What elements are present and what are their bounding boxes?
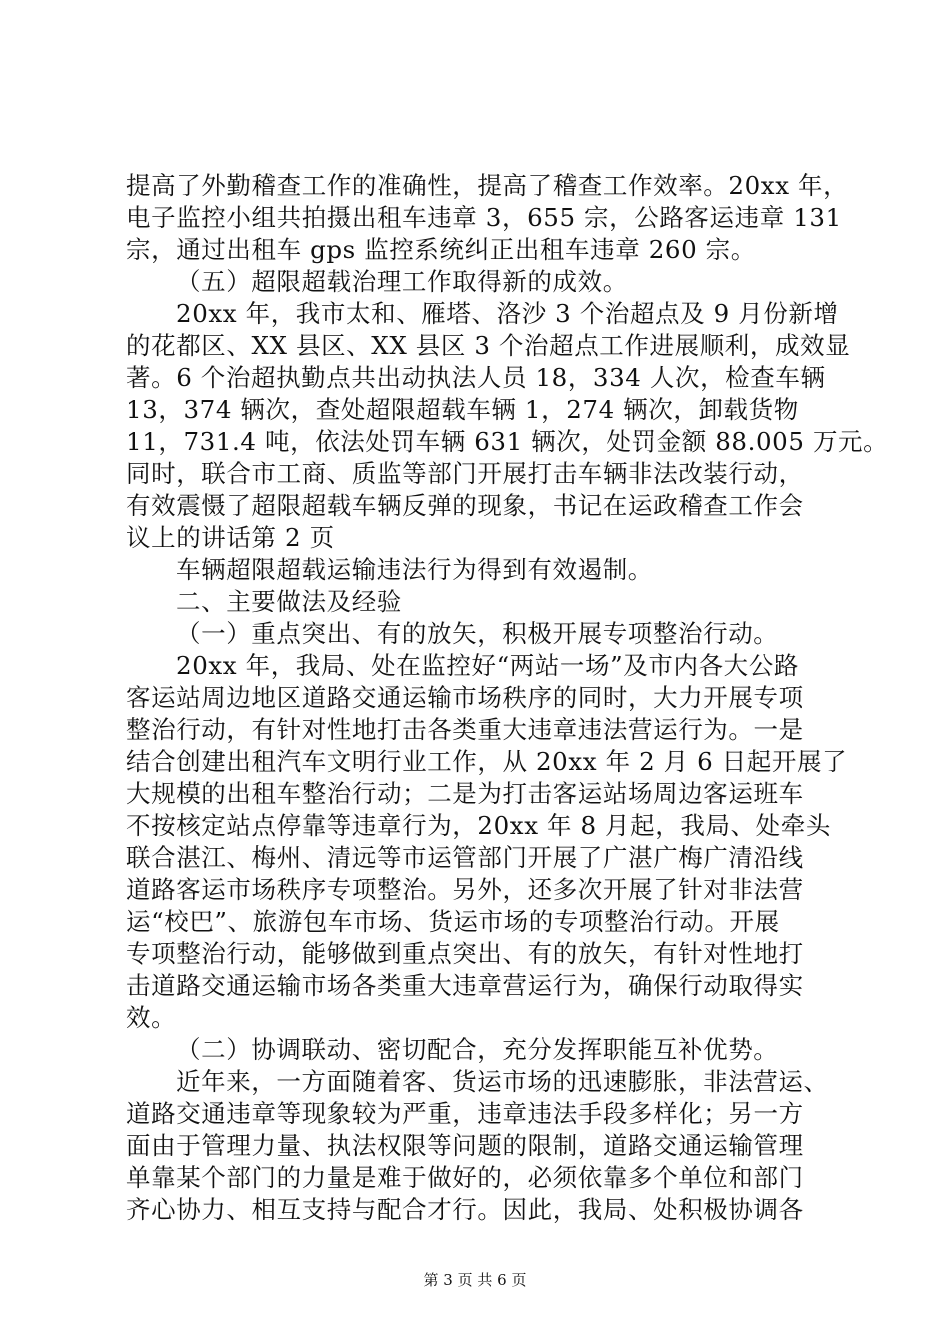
text-line: （二）协调联动、密切配合，充分发挥职能互补优势。: [176, 1035, 779, 1064]
text-line: 20xx 年，我市太和、雁塔、洛沙 3 个治超点及 9 月份新增: [176, 299, 839, 328]
text-line: 提高了外勤稽查工作的准确性，提高了稽查工作效率。20xx 年，: [126, 171, 849, 200]
text-line: 道路客运市场秩序专项整治。另外，还多次开展了针对非法营: [126, 875, 804, 904]
text-line: 同时，联合市工商、质监等部门开展打击车辆非法改装行动，: [126, 459, 804, 488]
text-line: 大规模的出租车整治行动；二是为打击客运站场周边客运班车: [126, 779, 804, 808]
document-body: [126, 170, 889, 1226]
text-line: （一）重点突出、有的放矢，积极开展专项整治行动。: [176, 619, 779, 648]
text-line: 不按核定站点停靠等违章行为，20xx 年 8 月起，我局、处牵头: [126, 811, 831, 840]
text-line: 有效震慑了超限超载车辆反弹的现象，书记在运政稽查工作会: [126, 491, 804, 520]
text-line: 道路交通违章等现象较为严重，违章违法手段多样化；另一方: [126, 1099, 804, 1128]
text-line: 运“校巴”、旅游包车市场、货运市场的专项整治行动。开展: [126, 907, 780, 936]
text-line: 近年来，一方面随着客、货运市场的迅速膨胀，非法营运、: [176, 1067, 829, 1096]
text-line: （五）超限超载治理工作取得新的成效。: [176, 267, 628, 296]
text-line: 击道路交通运输市场各类重大违章营运行为，确保行动取得实: [126, 971, 804, 1000]
text-line: 电子监控小组共拍摄出租车违章 3，655 宗，公路客运违章 131: [126, 203, 842, 232]
text-line: 结合创建出租汽车文明行业工作，从 20xx 年 2 月 6 日起开展了: [126, 747, 848, 776]
text-line: 单靠某个部门的力量是难于做好的，必须依靠多个单位和部门: [126, 1163, 804, 1192]
text-line: 整治行动，有针对性地打击各类重大违章违法营运行为。一是: [126, 715, 804, 744]
text-line: 13，374 辆次，查处超限超载车辆 1，274 辆次，卸载货物: [126, 395, 799, 424]
text-line: 效。: [126, 1003, 177, 1032]
text-line: 11，731.4 吨，依法处罚车辆 631 辆次，处罚金额 88.005 万元。: [126, 427, 889, 456]
text-line: 专项整治行动，能够做到重点突出、有的放矢，有针对性地打: [126, 939, 804, 968]
text-line: 的花都区、XX 县区、XX 县区 3 个治超点工作进展顺利，成效显: [126, 331, 851, 360]
text-line: 客运站周边地区道路交通运输市场秩序的同时，大力开展专项: [126, 683, 804, 712]
text-line: 宗，通过出租车 gps 监控系统纠正出租车违章 260 宗。: [126, 235, 756, 264]
page-footer: 第 3 页 共 6 页: [423, 1271, 527, 1289]
text-line: 面由于管理力量、执法权限等问题的限制，道路交通运输管理: [126, 1131, 804, 1160]
text-line: 车辆超限超载运输违法行为得到有效遏制。: [176, 555, 653, 584]
text-line: 著。6 个治超执勤点共出动执法人员 18，334 人次，检查车辆: [126, 363, 826, 392]
text-line: 联合湛江、梅州、清远等市运管部门开展了广湛广梅广清沿线: [126, 843, 804, 872]
text-line: 议上的讲话第 2 页: [126, 523, 335, 552]
text-line: 二、主要做法及经验: [176, 587, 402, 616]
text-line: 齐心协力、相互支持与配合才行。因此，我局、处积极协调各: [126, 1195, 804, 1224]
text-line: 20xx 年，我局、处在监控好“两站一场”及市内各大公路: [176, 651, 799, 680]
